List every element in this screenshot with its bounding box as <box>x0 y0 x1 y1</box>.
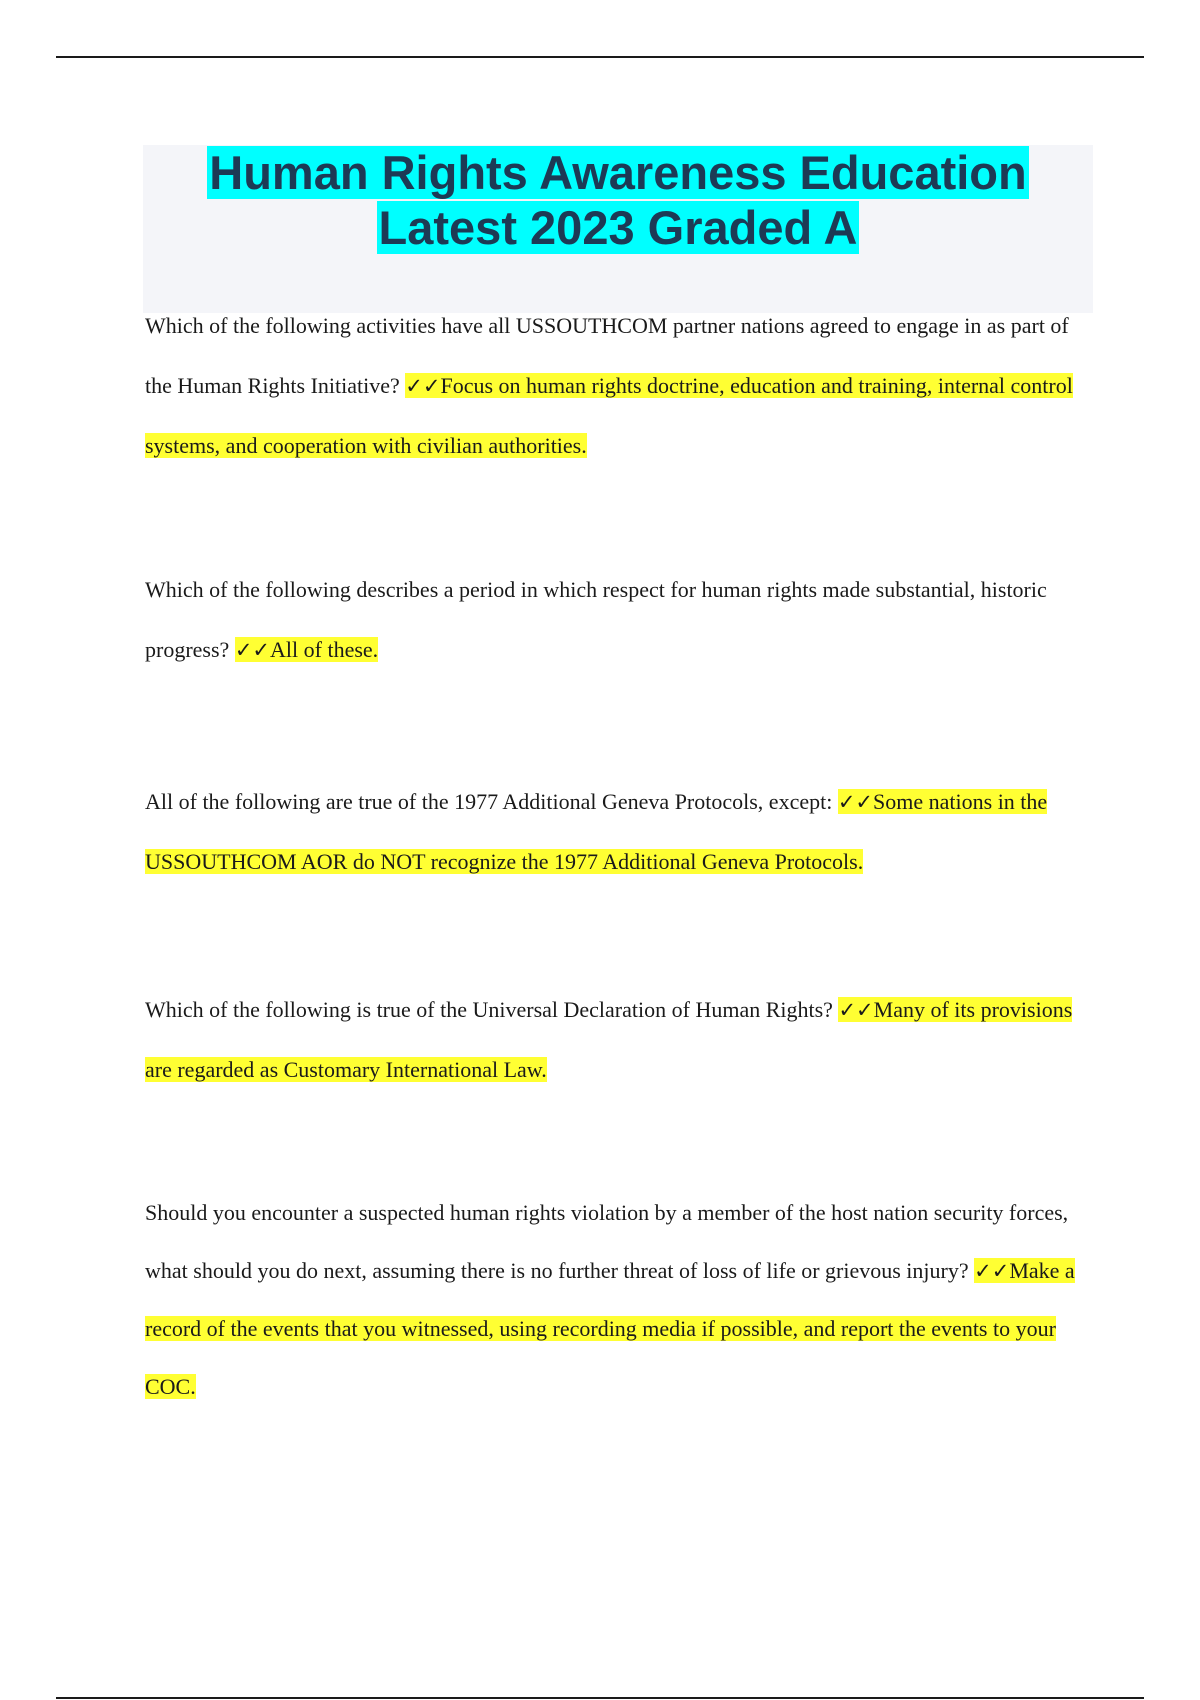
page-title-line-2: Latest 2023 Graded A <box>378 201 858 254</box>
page-title-line-1: Human Rights Awareness Education <box>209 146 1027 199</box>
top-rule <box>56 56 1144 58</box>
qa-item-2 <box>145 560 1075 680</box>
check-icon: ✓✓ <box>837 790 874 814</box>
check-icon: ✓✓ <box>974 1259 1010 1283</box>
answer-highlight <box>235 637 378 662</box>
question-text: Should you encounter a suspected human rights violation by a member of the host nation security forces, what should you do next, assuming there is no further threat of loss of life or grievous injury? <box>145 1200 1069 1283</box>
question-text: Which of the following is true of the Universal Declaration of Human Rights? <box>145 997 839 1022</box>
qa-item-1 <box>145 296 1075 476</box>
bottom-rule <box>56 1697 1144 1699</box>
answer-text: Focus on human rights doctrine, education and training, internal control systems, and cooperation with civilian authorities. <box>145 373 1073 458</box>
question-text: All of the following are true of the 1977 Additional Geneva Protocols, except: <box>145 789 838 814</box>
question-text: Which of the following describes a period in which respect for human rights made substantial, historic progress? <box>145 577 1047 662</box>
answer-text: All of these. <box>270 637 379 662</box>
answer-text: Some nations in the USSOUTHCOM AOR do NOT recognize the 1977 Additional Geneva Protocols. <box>145 789 1048 874</box>
qa-item-5 <box>145 1184 1075 1416</box>
qa-item-4 <box>145 980 1075 1100</box>
title-block <box>143 145 1093 313</box>
check-icon: ✓✓ <box>838 998 874 1022</box>
qa-item-3 <box>145 772 1075 892</box>
question-text: Which of the following activities have all USSOUTHCOM partner nations agreed to engage in as part of the Human Rights Initiative? <box>145 313 1069 398</box>
answer-text: Make a record of the events that you witnessed, using recording media if possible, and report the events to your COC. <box>145 1258 1075 1399</box>
check-icon: ✓✓ <box>405 374 441 398</box>
answer-text: Many of its provisions are regarded as Customary International Law. <box>145 997 1073 1082</box>
check-icon: ✓✓ <box>234 638 271 662</box>
